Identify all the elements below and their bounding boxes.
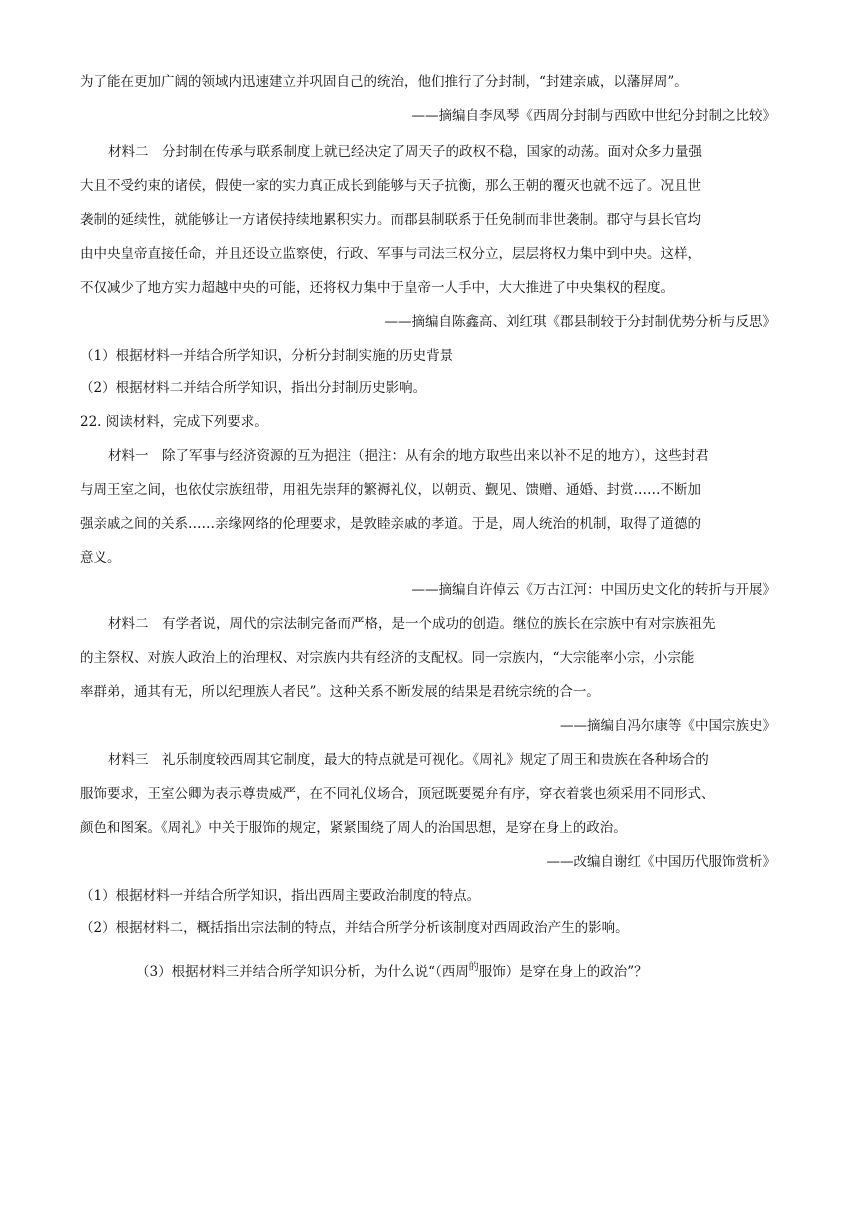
material-three-line: 颜色和图案。《周礼》中关于服饰的规定，紧紧围绕了周人的治国思想，是穿在身上的政治。 [80,820,627,836]
question-22-3-text: （3）根据材料三并结合所学知识分析，为什么说“（西周 [136,964,469,980]
question-22-1: （1）根据材料一并结合所学知识，指出西周主要政治制度的特点。 [80,888,481,904]
material-two-line: 的主祭权、对族人政治上的治理权、对宗族内共有经济的支配权。同一宗族内，“大宗能率小宗，小宗能 [80,650,695,666]
material-one-line: 强亲戚之间的关系……亲缘网络的伦理要求，是敦睦亲戚的孝道。于是，周人统治的机制，取得了道德的 [80,516,701,532]
material-two-line: 材料二 有学者说，周代的宗法制完备而严格，是一个成功的创造。继位的族长在宗族中有对宗族祖先 [108,616,716,632]
question-22-3-text-end: 服饰）是穿在身上的政治”？ [478,964,648,980]
source-citation: ——摘编自许倬云《万古江河：中国历史文化的转折与开展》 [411,582,776,598]
source-citation: ——摘编自李凤琴《西周分封制与西欧中世纪分封制之比较》 [411,108,776,124]
source-citation: ——摘编自陈鑫高、刘红琪《郡县制较于分封制优势分析与反思》 [384,314,776,330]
material-one-line: 与周王室之间，也依仗宗族纽带，用祖先崇拜的繁褥礼仪，以朝贡、觐见、馈赠、通婚、封赏……不断加 [80,482,701,498]
question-22-3 [136,958,648,982]
source-citation: ——改编自谢红《中国历代服饰赏析》 [546,854,776,870]
source-citation: ——摘编自冯尔康等《中国宗族史》 [560,718,776,734]
material-two-line: 率群弟，通其有无，所以纪理族人者民”。这种关系不断发展的结果是君统宗统的合一。 [80,684,600,700]
stray-character: 的 [468,962,479,973]
material-one-last-line: 为了能在更加广阔的领域内迅速建立并巩固自己的统治，他们推行了分封制，“封建亲戚，以藩屏周”。 [80,74,688,90]
material-two-line: 由中央皇帝直接任命，并且还设立监察使，行政、军事与司法三权分立，层层将权力集中到中央。这样， [80,246,701,262]
question-22-2: （2）根据材料二，概括指出宗法制的特点，并结合所学分析该制度对西周政治产生的影响。 [80,920,629,936]
material-two-line: 材料二 分封制在传承与联系制度上就已经决定了周天子的政权不稳，国家的动荡。面对众多力量强 [108,144,702,160]
material-two-line: 大且不受约束的诸侯，假使一家的实力真正成长到能够与天子抗衡，那么王朝的覆灭也就不远了。况且世 [80,178,701,194]
question-21-2: （2）根据材料二并结合所学知识，指出分封制历史影响。 [80,380,427,396]
material-two-line: 不仅减少了地方实力超越中央的可能，还将权力集中于皇帝一人手中，大大推进了中央集权的程度。 [80,280,674,296]
material-three-line: 材料三 礼乐制度较西周其它制度，最大的特点就是可视化。《周礼》规定了周王和贵族在各种场合的 [108,752,709,768]
material-one-line: 材料一 除了军事与经济资源的互为挹注（挹注：从有余的地方取些出来以补不足的地方），这些封君 [108,448,709,464]
material-two-line: 袭制的延续性，就能够让一方诸侯持续地累积实力。而郡县制联系于任免制而非世袭制。郡守与县长官均 [80,212,701,228]
question-21-1: （1）根据材料一并结合所学知识，分析分封制实施的历史背景 [80,348,454,364]
material-three-line: 服饰要求，王室公卿为表示尊贵威严，在不同礼仪场合，顶冠既要冕弁有序，穿衣着裳也须采用不同形式、 [80,786,715,802]
question-22-title: 22. 阅读材料，完成下列要求。 [80,414,268,430]
material-one-line: 意义。 [80,550,121,566]
